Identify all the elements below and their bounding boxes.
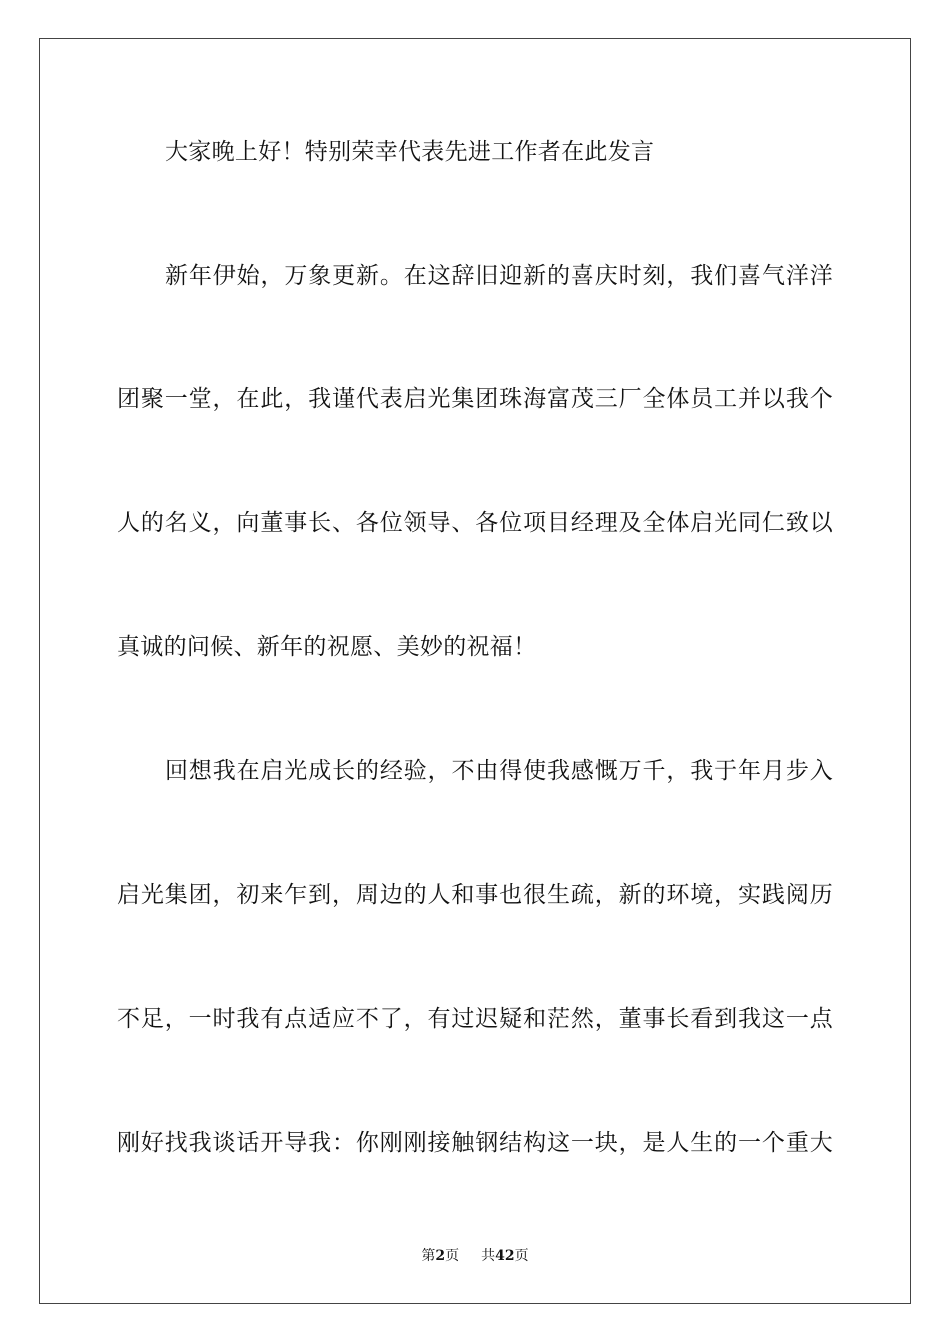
- page-number: 2: [435, 1248, 446, 1264]
- page-suffix: 页: [445, 1248, 460, 1264]
- page-prefix: 第: [421, 1248, 436, 1264]
- paragraph-line-5: 真诚的问候、新年的祝愿、美妙的祝福！: [117, 634, 537, 660]
- paragraph-line-9: 刚好找我谈话开导我：你刚刚接触钢结构这一块，是人生的一个重大: [117, 1130, 833, 1156]
- page-footer: [0, 1247, 950, 1265]
- paragraph-line-6: 回想我在启光成长的经验，不由得使我感慨万千，我于年月步入: [165, 758, 833, 784]
- total-pages: 42: [495, 1248, 515, 1264]
- paragraph-line-7: 启光集团，初来乍到，周边的人和事也很生疏，新的环境，实践阅历: [117, 882, 833, 908]
- paragraph-line-4: 人的名义，向董事长、各位领导、各位项目经理及全体启光同仁致以: [117, 510, 833, 536]
- total-prefix: 共: [481, 1248, 496, 1264]
- paragraph-line-8: 不足，一时我有点适应不了，有过迟疑和茫然，董事长看到我这一点: [117, 1006, 833, 1032]
- paragraph-line-2: 新年伊始，万象更新。在这辞旧迎新的喜庆时刻，我们喜气洋洋: [165, 263, 833, 289]
- paragraph-line-1: 大家晚上好！特别荣幸代表先进工作者在此发言: [165, 139, 655, 165]
- total-suffix: 页: [514, 1248, 529, 1264]
- paragraph-line-3: 团聚一堂，在此，我谨代表启光集团珠海富茂三厂全体员工并以我个: [117, 386, 833, 412]
- page-frame: [39, 38, 911, 1304]
